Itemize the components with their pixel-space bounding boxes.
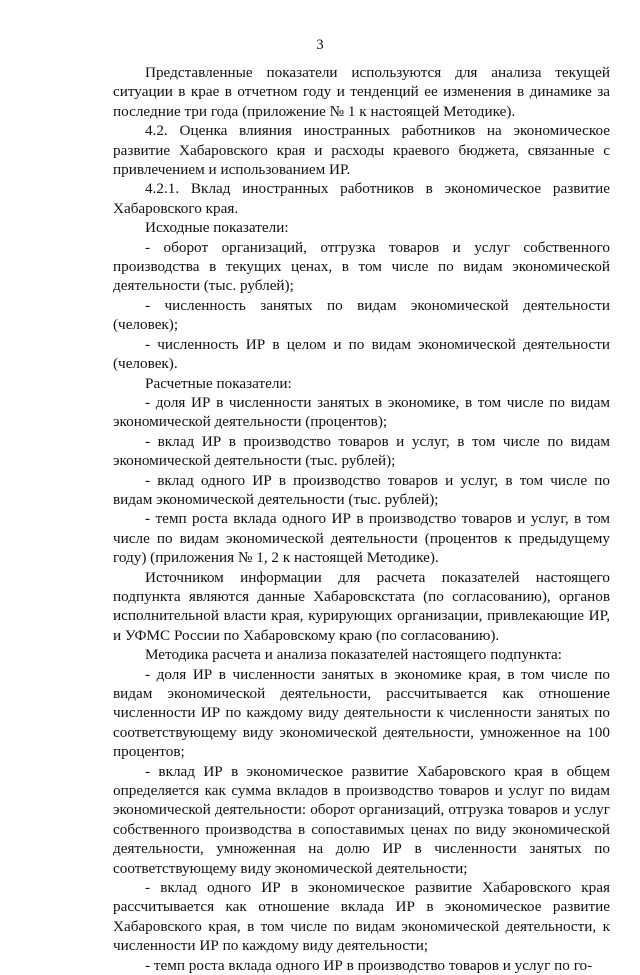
list-item: - оборот организаций, отгрузка товаров и услуг собственного производства в текущих ценах, в том числе по видам экономической деятельности (тыс. рублей); [113,238,610,295]
list-item: - доля ИР в численности занятых в экономике, в том числе по видам экономической деятельности (процентов); [113,393,610,431]
page-number: 3 [316,37,324,53]
label-source-indicators: Исходные показатели: [145,219,289,237]
paragraph-intro: Представленные показатели используются для анализа текущей ситуации в крае в отчетном году и тенденций ее изменения в динамике за последние три года (приложение № 1 к настоящей Методике). [113,64,610,120]
list-item: - доля ИР в численности занятых в экономике края, в том числе по видам экономической деятельности, рассчитывается как отношение численности ИР по каждому виду деятельности к численности занятых по соответствующему виду экономической деятельности, умноженное на 100 процентов; [113,665,610,761]
list-item: - темп роста вклада одного ИР в производство товаров и услуг, в том числе по видам экономической деятельности (процентов к предыдущему году) (приложения № 1, 2 к настоящей Методике). [113,510,610,567]
label-calculation-method: Методика расчета и анализа показателей настоящего подпункта: [145,646,563,664]
list-item: - вклад ИР в экономическое развитие Хабаровского края в общем определяется как сумма вкладов в производство товаров и услуг по видам экономической деятельности: оборот организаций, отгрузка товаров и услуг собственного производства в сопоставимых ценах по виду экономической деятельности, умноженная на долю ИР в численности занятых по соответствующему виду экономической деятельности; [113,762,610,877]
list-item: - вклад ИР в производство товаров и услуг, в том числе по видам экономической деятельности (тыс. рублей); [113,432,610,470]
list-item: - вклад одного ИР в производство товаров и услуг, в том числе по видам экономической деятельности (тыс. рублей); [113,471,610,508]
section-heading-4-2-1: 4.2.1. Вклад иностранных работников в экономическое развитие Хабаровского края. [113,180,610,217]
document-body [113,63,610,975]
list-item: - темп роста вклада одного ИР в производство товаров и услуг по го- [145,956,593,974]
section-heading-4-2: 4.2. Оценка влияния иностранных работников на экономическое развитие Хабаровского края и расходы краевого бюджета, связанные с привлечением и использованием ИР. [113,122,610,179]
list-item: - численность ИР в целом и по видам экономической деятельности (человек). [113,335,610,373]
list-item: - численность занятых по видам экономической деятельности (человек); [113,296,610,334]
label-calculated-indicators: Расчетные показатели: [145,374,292,392]
paragraph-information-source: Источником информации для расчета показателей настоящего подпункта являются данные Хабаровскстата (по согласованию), органов исполнительной власти края, курирующих организации, привлекающие ИР, и УФМС России по Хабаровскому краю (по согласованию). [113,568,610,644]
list-item: - вклад одного ИР в экономическое развитие Хабаровского края рассчитывается как отношение вклада ИР в экономическое развитие Хабаровского края, в том числе по видам экономической деятельности, к численности ИР по каждому виду деятельности; [113,879,610,955]
